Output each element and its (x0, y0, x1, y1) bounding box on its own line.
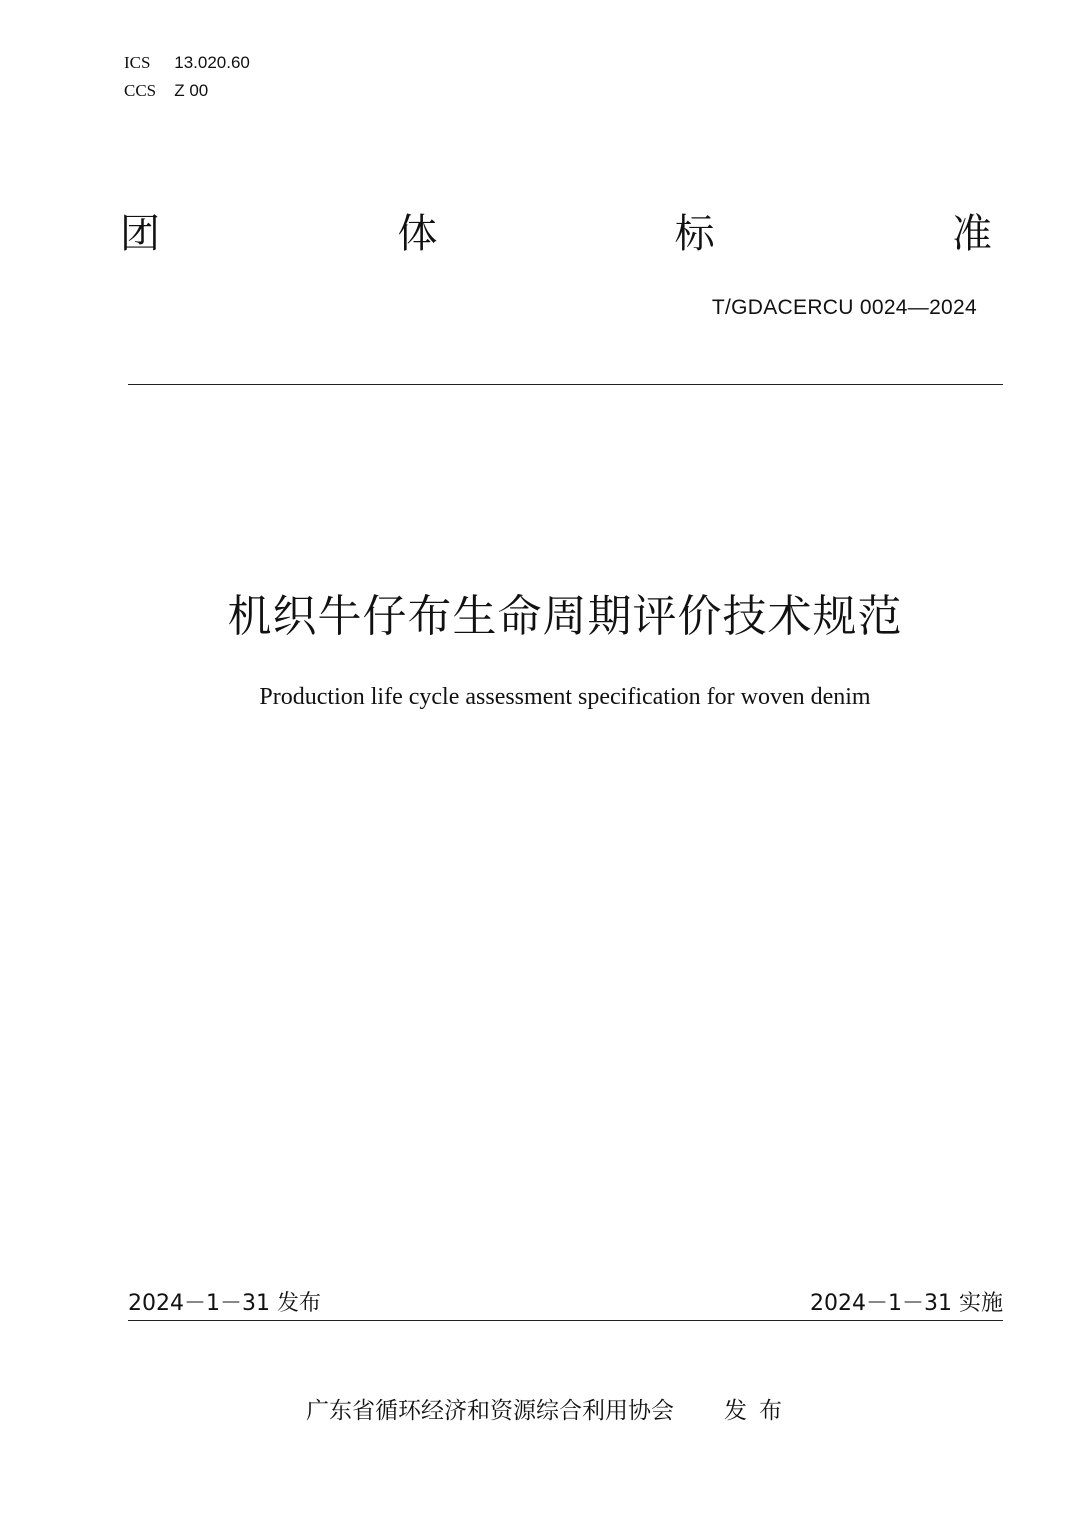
document-type-heading (120, 208, 992, 260)
ccs-code (124, 80, 208, 102)
ccs-label: CCS (124, 81, 157, 100)
ccs-value: Z 00 (174, 81, 209, 100)
doc-type-char-4: 准 (951, 211, 992, 257)
publisher-name: 广东省循环经济和资源综合利用协会 (306, 1398, 674, 1424)
ics-code (124, 52, 250, 74)
doc-type-char-1: 团 (120, 211, 160, 257)
title-english: Production life cycle assessment specification for woven denim (259, 684, 871, 710)
standard-number: T/GDACERCU 0024—2024 (711, 296, 977, 319)
publisher-action: 发布 (724, 1398, 794, 1424)
implementation-date: 2024－1－31 实施 (810, 1291, 1003, 1316)
title-chinese: 机织牛仔布生命周期评价技术规范 (227, 591, 903, 642)
doc-type-char-2: 体 (397, 211, 438, 257)
ics-value: 13.020.60 (174, 53, 250, 72)
ics-label: ICS (124, 53, 151, 72)
footer-divider (128, 1320, 1003, 1321)
publisher-line (0, 1396, 1080, 1426)
header-divider (128, 384, 1003, 385)
doc-type-char-3: 标 (674, 211, 715, 257)
issue-date: 2024－1－31 发布 (128, 1291, 321, 1316)
